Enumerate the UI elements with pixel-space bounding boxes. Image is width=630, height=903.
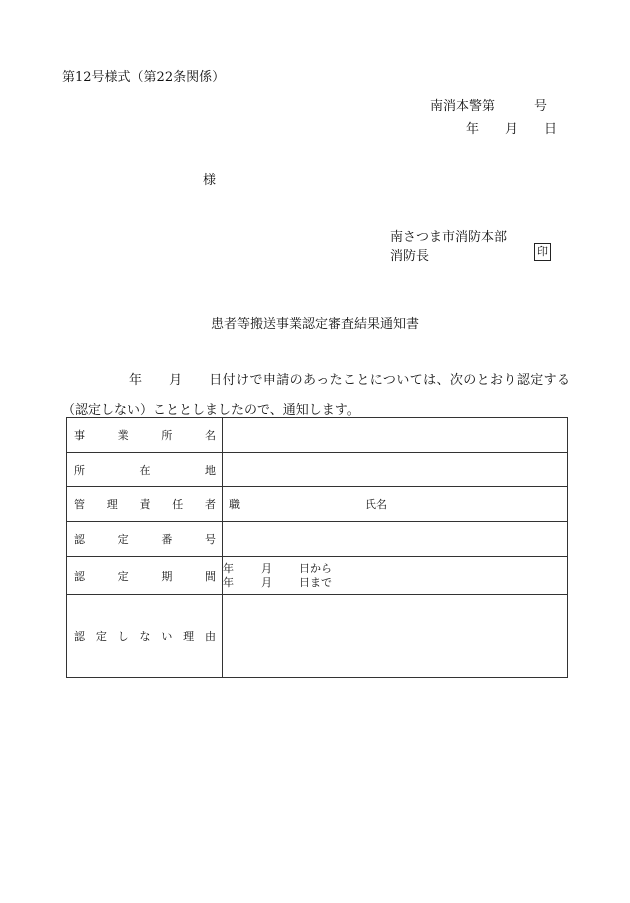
period-from-line: 年 月 日から	[223, 561, 332, 575]
result-table	[66, 417, 568, 678]
issuer-title: 消防長	[390, 249, 430, 264]
issue-date: 年 月 日	[466, 122, 558, 137]
label-rejection-reason: 認 定 し な い 理 由	[67, 595, 223, 678]
value-rejection-reason[interactable]	[223, 595, 568, 678]
value-cert-period[interactable]	[223, 557, 568, 595]
period-to-line: 年 月 日まで	[223, 575, 332, 589]
manager-name-label: 氏名	[365, 498, 387, 511]
table-row	[67, 522, 568, 557]
label-business-name: 事 業 所 名	[67, 418, 223, 453]
table-row	[67, 487, 568, 522]
manager-post-label: 職	[229, 498, 240, 511]
seal-stamp-mark: 印	[534, 243, 551, 261]
label-location: 所 在 地	[67, 453, 223, 487]
table-row	[67, 418, 568, 453]
document-number: 南消本警第 号	[430, 99, 548, 114]
table-row	[67, 557, 568, 595]
label-manager: 管 理 責 任 者	[67, 487, 223, 522]
label-cert-period: 認 定 期 間	[67, 557, 223, 595]
table-row	[67, 595, 568, 678]
label-cert-number: 認 定 番 号	[67, 522, 223, 557]
value-location[interactable]	[223, 453, 568, 487]
value-cert-number[interactable]	[223, 522, 568, 557]
addressee-honorific: 様	[203, 173, 217, 188]
table-row	[67, 453, 568, 487]
issuer-organization: 南さつま市消防本部	[390, 230, 508, 245]
form-number-label: 第12号様式（第22条関係）	[62, 70, 226, 85]
value-business-name[interactable]	[223, 418, 568, 453]
value-manager[interactable]	[223, 487, 568, 522]
document-title: 患者等搬送事業認定審査結果通知書	[210, 317, 419, 332]
notice-body: 年 月 日付けで申請のあったことについては、次のとおり認定する（認定しない）こととしましたので、通知します。	[62, 373, 570, 418]
